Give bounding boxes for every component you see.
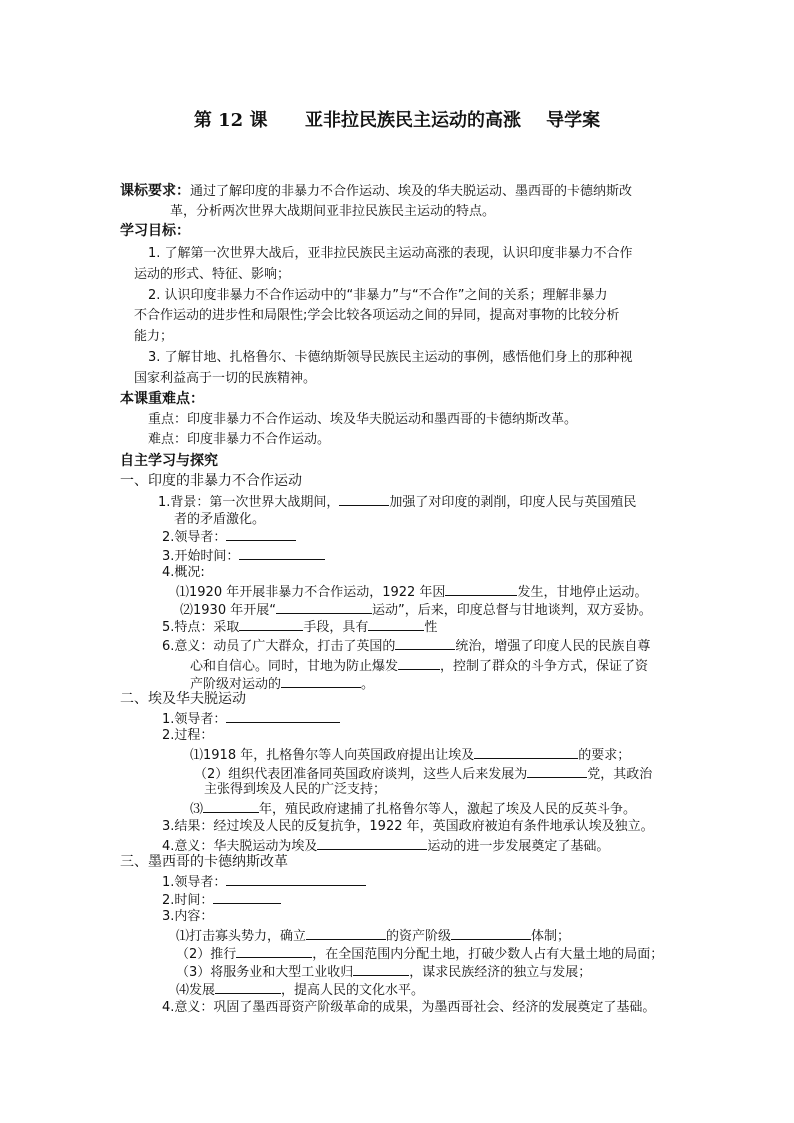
objective-3-line-2: 国家利益高于一切的民族精神。 bbox=[134, 371, 317, 386]
blank-line[interactable] bbox=[445, 582, 517, 596]
egypt-leader: 1.领导者： bbox=[162, 709, 340, 729]
blank-line[interactable] bbox=[317, 836, 427, 850]
objective-2-line-2: 不合作运动的进步性和局限性;学会比较各项运动之间的异同，提高对事物的比较分析 bbox=[134, 308, 620, 323]
blank-line[interactable] bbox=[451, 926, 531, 940]
mexico-content-3: （3）将服务业和大型工业收归 ，谋求民族经济的独立与发展； bbox=[176, 962, 591, 982]
egypt-result: 3.结果：经过埃及人民的反复抗争，1922 年，英国政府被迫有条件地承认埃及独立。 bbox=[162, 819, 654, 834]
curriculum-requirement-line-2: 革，分析两次世界大战期间亚非拉民族民主运动的特点。 bbox=[170, 204, 496, 219]
objective-3-line-1: 3. 了解甘地、扎格鲁尔、卡德纳斯领导民族民主运动的事例，感悟他们身上的那种视 bbox=[148, 350, 633, 365]
key-points-heading: 本课重难点： bbox=[120, 391, 204, 407]
india-background-line-1: 1.背景：第一次世界大战期间， 加强了对印度的剥削，印度人民与英国殖民 bbox=[158, 492, 636, 512]
mexico-content-1: ⑴打击寡头势力，确立 的资产阶级 体制； bbox=[176, 926, 570, 946]
india-overview-2: ⑵1930 年开展“ 运动”，后来，印度总督与甘地谈判，双方妥协。 bbox=[180, 600, 652, 620]
blank-line[interactable] bbox=[239, 617, 303, 631]
blank-line[interactable] bbox=[306, 926, 386, 940]
india-significance-line-2: 心和自信心。同时，甘地为防止爆发 ，控制了群众的斗争方式，保证了资 bbox=[190, 656, 648, 676]
mexico-time: 2.时间： bbox=[162, 890, 281, 910]
egypt-process-label: 2.过程： bbox=[162, 728, 214, 743]
india-overview-1: ⑴1920 年开展非暴力不合作运动，1922 年因 发生，甘地停止运动。 bbox=[176, 582, 647, 602]
blank-line[interactable] bbox=[203, 799, 259, 813]
india-section-heading: 一、印度的非暴力不合作运动 bbox=[120, 473, 302, 489]
curriculum-requirement-label: 课标要求： bbox=[120, 183, 190, 199]
egypt-process-3: ⑶ 年，殖民政府逮捕了扎格鲁尔等人，激起了埃及人民的反英斗争。 bbox=[190, 799, 636, 819]
objective-2-line-1: 2. 认识印度非暴力不合作运动中的“非暴力”与“不合作”之间的关系；理解非暴力 bbox=[148, 288, 608, 303]
india-features: 5.特点：采取 手段，具有 性 bbox=[162, 617, 437, 637]
blank-line[interactable] bbox=[226, 709, 340, 723]
blank-line[interactable] bbox=[226, 872, 366, 886]
objective-2-line-3: 能力； bbox=[134, 329, 174, 344]
objective-1-line-2: 运动的形式、特征、影响； bbox=[134, 267, 291, 282]
egypt-significance: 4.意义：华夫脱运动为埃及 运动的进一步发展奠定了基础。 bbox=[162, 836, 609, 856]
egypt-section-heading: 二、埃及华夫脱运动 bbox=[120, 691, 246, 707]
blank-line[interactable] bbox=[339, 492, 389, 506]
mexico-significance: 4.意义：巩固了墨西哥资产阶级革命的成果，为墨西哥社会、经济的发展奠定了基础。 bbox=[162, 1000, 656, 1015]
india-start-time: 3.开始时间： bbox=[162, 546, 325, 566]
blank-line[interactable] bbox=[236, 944, 312, 958]
india-significance-line-1: 6.意义：动员了广大群众，打击了英国的 统治，增强了印度人民的民族自尊 bbox=[162, 636, 650, 656]
india-background-line-2: 者的矛盾激化。 bbox=[174, 512, 266, 527]
objective-1-line-1: 1. 了解第一次世界大战后，亚非拉民族民主运动高涨的表现，认识印度非暴力不合作 bbox=[148, 246, 633, 261]
india-overview-label: 4.概况: bbox=[162, 565, 205, 580]
blank-line[interactable] bbox=[527, 764, 587, 778]
egypt-process-2-line-1: （2）组织代表团准备同英国政府谈判，这些人后来发展为 党，其政治 bbox=[194, 764, 652, 784]
mexico-content-label: 3.内容： bbox=[162, 909, 214, 924]
self-study-heading: 自主学习与探究 bbox=[120, 453, 218, 469]
blank-line[interactable] bbox=[239, 546, 325, 560]
objectives-heading: 学习目标： bbox=[120, 223, 190, 239]
mexico-leader: 1.领导者： bbox=[162, 872, 366, 892]
blank-line[interactable] bbox=[226, 527, 296, 541]
focus-point: 重点：印度非暴力不合作运动、埃及华夫脱运动和墨西哥的卡德纳斯改革。 bbox=[148, 412, 578, 427]
egypt-process-2-line-2: 主张得到埃及人民的广泛支持； bbox=[204, 782, 387, 797]
india-leader: 2.领导者： bbox=[162, 527, 296, 547]
blank-line[interactable] bbox=[281, 674, 361, 688]
blank-line[interactable] bbox=[395, 636, 455, 650]
mexico-section-heading: 三、墨西哥的卡德纳斯改革 bbox=[120, 854, 288, 870]
mexico-content-2: （2）推行 ，在全国范围内分配土地，打破少数人占有大量土地的局面； bbox=[176, 944, 663, 964]
curriculum-requirement-line-1: 课标要求：通过了解印度的非暴力不合作运动、埃及的华夫脱运动、墨西哥的卡德纳斯改 bbox=[120, 183, 633, 199]
blank-line[interactable] bbox=[398, 656, 440, 670]
mexico-content-4: ⑷发展 ，提高人民的文化水平。 bbox=[176, 980, 424, 1000]
blank-line[interactable] bbox=[474, 745, 578, 759]
blank-line[interactable] bbox=[276, 600, 372, 614]
egypt-process-1: ⑴1918 年，扎格鲁尔等人向英国政府提出让埃及 的要求； bbox=[190, 745, 630, 765]
blank-line[interactable] bbox=[353, 962, 409, 976]
india-significance-line-3: 产阶级对运动的 。 bbox=[190, 674, 374, 694]
blank-line[interactable] bbox=[215, 980, 281, 994]
page-title: 第 12 课 亚非拉民族民主运动的高涨 导学案 bbox=[193, 110, 601, 131]
difficulty-point: 难点：印度非暴力不合作运动。 bbox=[148, 432, 331, 447]
blank-line[interactable] bbox=[213, 890, 281, 904]
blank-line[interactable] bbox=[368, 617, 424, 631]
